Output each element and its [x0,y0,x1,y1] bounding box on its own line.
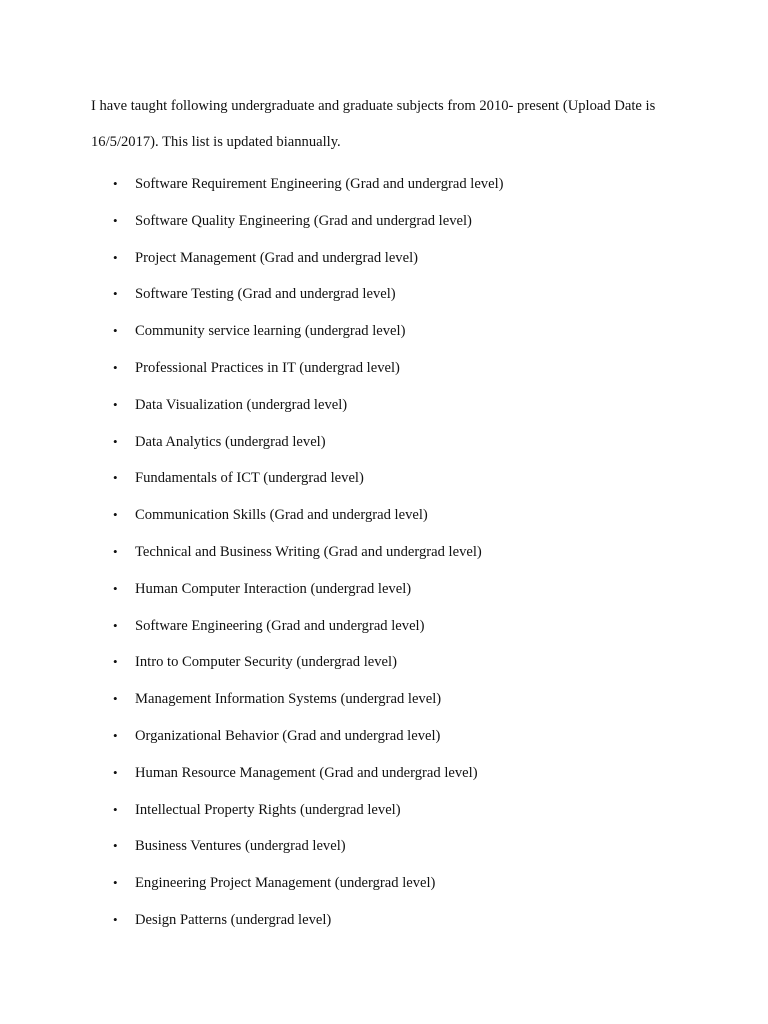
subject-label: Management Information Systems (undergrad level) [135,691,442,708]
list-item [0,718,768,755]
bullet-icon: • [113,212,118,228]
list-item [0,387,768,424]
list-item [0,608,768,645]
subject-label: Software Testing (Grad and undergrad level) [135,286,396,303]
subject-label: Software Quality Engineering (Grad and undergrad level) [135,212,472,229]
subject-label: Project Management (Grad and undergrad level) [135,249,418,266]
bullet-icon: • [113,764,118,780]
list-item [0,865,768,902]
subject-label: Human Resource Management (Grad and undergrad level) [135,764,478,781]
bullet-icon: • [113,727,118,743]
bullet-icon: • [113,396,118,412]
list-item [0,644,768,681]
subject-label: Intellectual Property Rights (undergrad level) [135,801,401,818]
list-item [0,240,768,277]
subject-label: Business Ventures (undergrad level) [135,838,346,855]
list-item [0,424,768,461]
list-item [0,350,768,387]
subject-label: Communication Skills (Grad and undergrad level) [135,507,428,524]
subject-label: Data Analytics (undergrad level) [135,433,326,450]
subject-label: Design Patterns (undergrad level) [135,911,332,928]
list-item [0,792,768,829]
bullet-icon: • [113,507,118,523]
bullet-icon: • [113,691,118,707]
subject-label: Technical and Business Writing (Grad and undergrad level) [135,543,482,560]
list-item [0,166,768,203]
subject-label: Software Requirement Engineering (Grad and undergrad level) [135,176,504,192]
intro-line-2: 16/5/2017). This list is updated biannually. [91,134,341,150]
bullet-icon: • [113,580,118,596]
list-item [0,460,768,497]
list-item [0,203,768,240]
subject-label: Engineering Project Management (undergrad level) [135,875,436,892]
intro-line-1: I have taught following undergraduate and graduate subjects from 2010- present (Upload Date is [91,98,656,114]
bullet-icon: • [113,433,118,449]
subject-label: Professional Practices in IT (undergrad level) [135,359,400,376]
list-item [0,534,768,571]
bullet-icon: • [113,654,118,670]
bullet-icon: • [113,801,118,817]
bullet-icon: • [113,323,118,339]
list-item [0,755,768,792]
subject-label: Data Visualization (undergrad level) [135,396,348,413]
list-item [0,276,768,313]
bullet-icon: • [113,875,118,891]
list-item [0,828,768,865]
bullet-icon: • [113,359,118,375]
subject-label: Software Engineering (Grad and undergrad level) [135,617,425,634]
subject-list [0,166,768,939]
bullet-icon: • [113,249,118,265]
bullet-icon: • [113,176,118,191]
subject-label: Human Computer Interaction (undergrad level) [135,580,412,597]
subject-label: Community service learning (undergrad level) [135,323,406,340]
bullet-icon: • [113,838,118,854]
list-item [0,902,768,939]
subject-label: Intro to Computer Security (undergrad level) [135,654,397,671]
bullet-icon: • [113,286,118,302]
intro-paragraph [91,88,691,160]
subject-label: Organizational Behavior (Grad and undergrad level) [135,727,441,744]
list-item [0,571,768,608]
subject-label: Fundamentals of ICT (undergrad level) [135,470,364,487]
bullet-icon: • [113,543,118,559]
bullet-icon: • [113,911,118,927]
bullet-icon: • [113,470,118,486]
list-item [0,497,768,534]
list-item [0,681,768,718]
bullet-icon: • [113,617,118,633]
list-item [0,313,768,350]
